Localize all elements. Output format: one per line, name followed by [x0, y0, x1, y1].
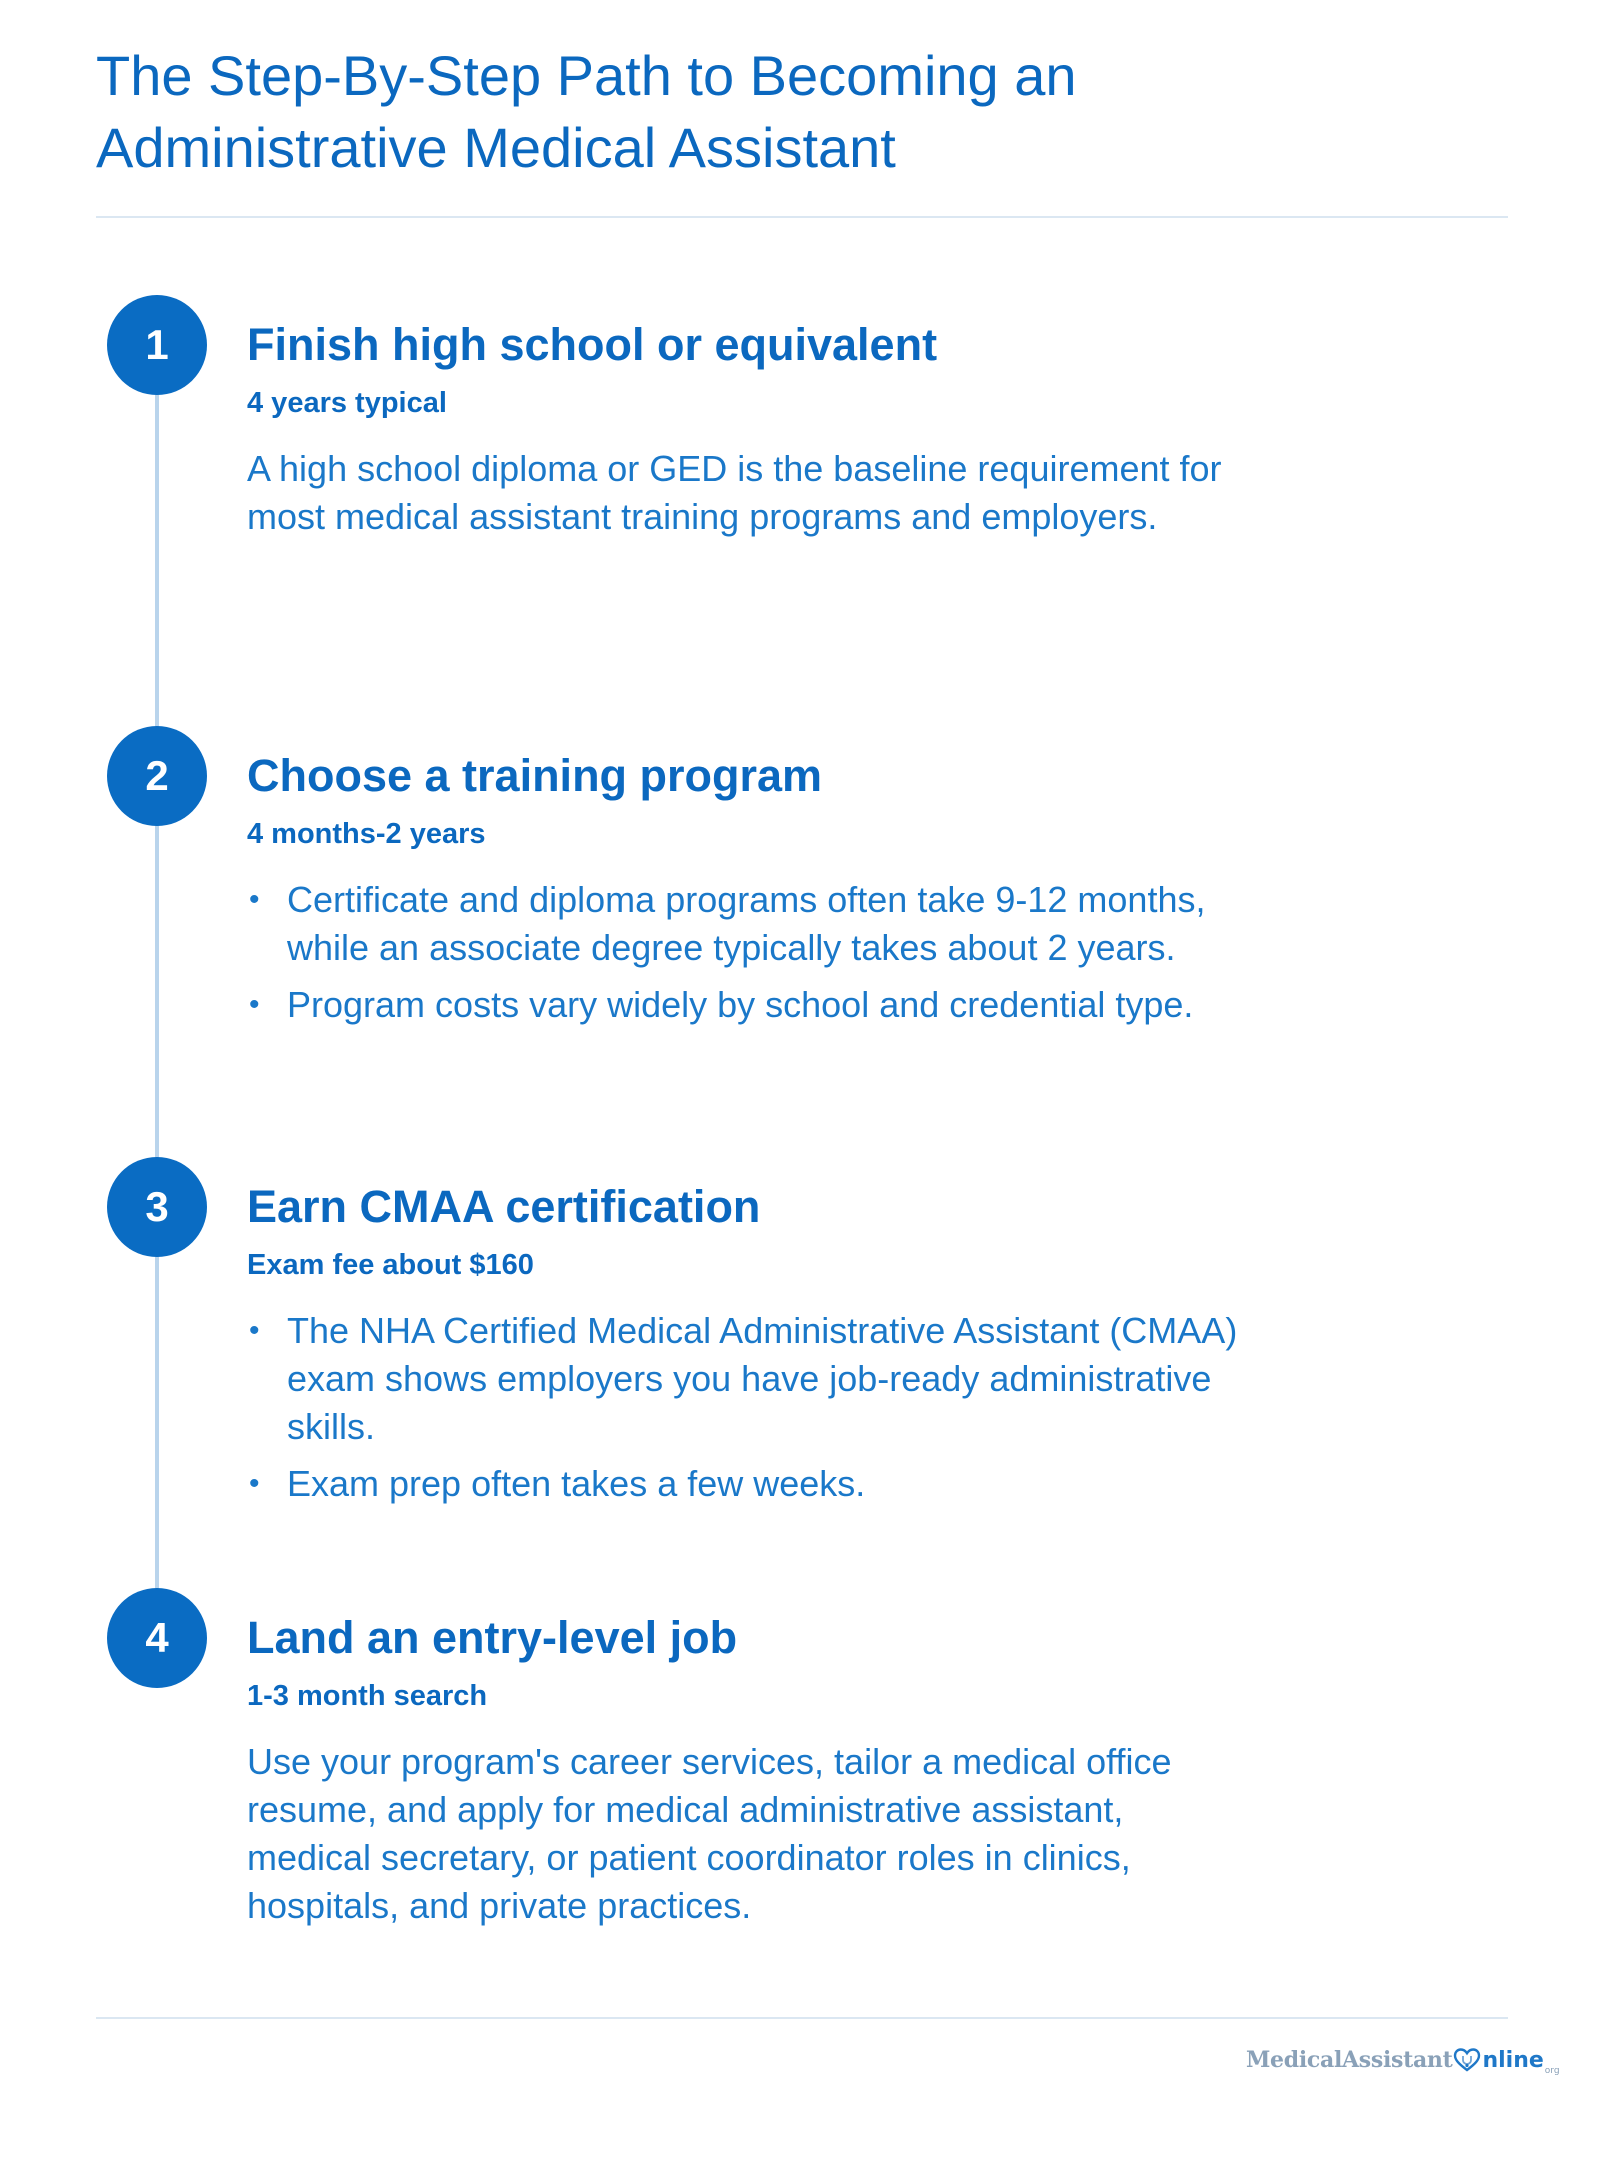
list-item-text: Certificate and diploma programs often take 9-12 months, while an associate degree typically takes about 2 years.: [287, 879, 1206, 968]
bottom-divider: [96, 2017, 1508, 2019]
step-duration: 1-3 month search: [247, 1680, 488, 1712]
step-duration: 4 months-2 years: [247, 818, 486, 850]
list-item: [247, 876, 1247, 972]
top-divider: [96, 216, 1508, 218]
bullet-icon: •: [249, 883, 260, 916]
logo-text-medicalassistant: MedicalAssistant: [1246, 2047, 1453, 2073]
step-number-badge: 1: [107, 295, 207, 395]
logo-text-online: nline: [1482, 2047, 1544, 2073]
step-duration: 4 years typical: [247, 387, 447, 419]
step-bullet-list: [247, 1307, 1247, 1517]
bullet-icon: •: [249, 1467, 260, 1500]
list-item: [247, 1460, 1247, 1508]
heart-stethoscope-icon: [1453, 2047, 1481, 2073]
timeline-line: [155, 390, 159, 1650]
step-description: Use your program's career services, tailor a medical office resume, and apply for medical administrative assistant, medical secretary, or patient coordinator roles in clinics, hospitals, and private practices.: [247, 1741, 1172, 1926]
step-number-badge: 2: [107, 726, 207, 826]
step-number-badge: 4: [107, 1588, 207, 1688]
page-title: The Step-By-Step Path to Becoming an Administrative Medical Assistant: [96, 44, 1077, 179]
list-item-text: The NHA Certified Medical Administrative Assistant (CMAA) exam shows employers you have job-ready administrative skills.: [287, 1310, 1238, 1447]
step-bullet-list: [247, 876, 1247, 1038]
site-logo: [1246, 2040, 1560, 2080]
step-duration: Exam fee about $160: [247, 1249, 534, 1281]
step-description: A high school diploma or GED is the baseline requirement for most medical assistant training programs and employers.: [247, 448, 1222, 537]
step-title: Choose a training program: [247, 750, 823, 801]
bullet-icon: •: [249, 988, 260, 1021]
step-title: Earn CMAA certification: [247, 1181, 761, 1232]
bullet-icon: •: [249, 1314, 260, 1347]
list-item-text: Program costs vary widely by school and credential type.: [287, 984, 1194, 1025]
list-item-text: Exam prep often takes a few weeks.: [287, 1463, 866, 1504]
list-item: [247, 981, 1247, 1029]
list-item: [247, 1307, 1247, 1451]
step-title: Land an entry-level job: [247, 1612, 738, 1663]
step-number-badge: 3: [107, 1157, 207, 1257]
logo-tld: org: [1544, 2066, 1560, 2076]
step-title: Finish high school or equivalent: [247, 319, 938, 370]
